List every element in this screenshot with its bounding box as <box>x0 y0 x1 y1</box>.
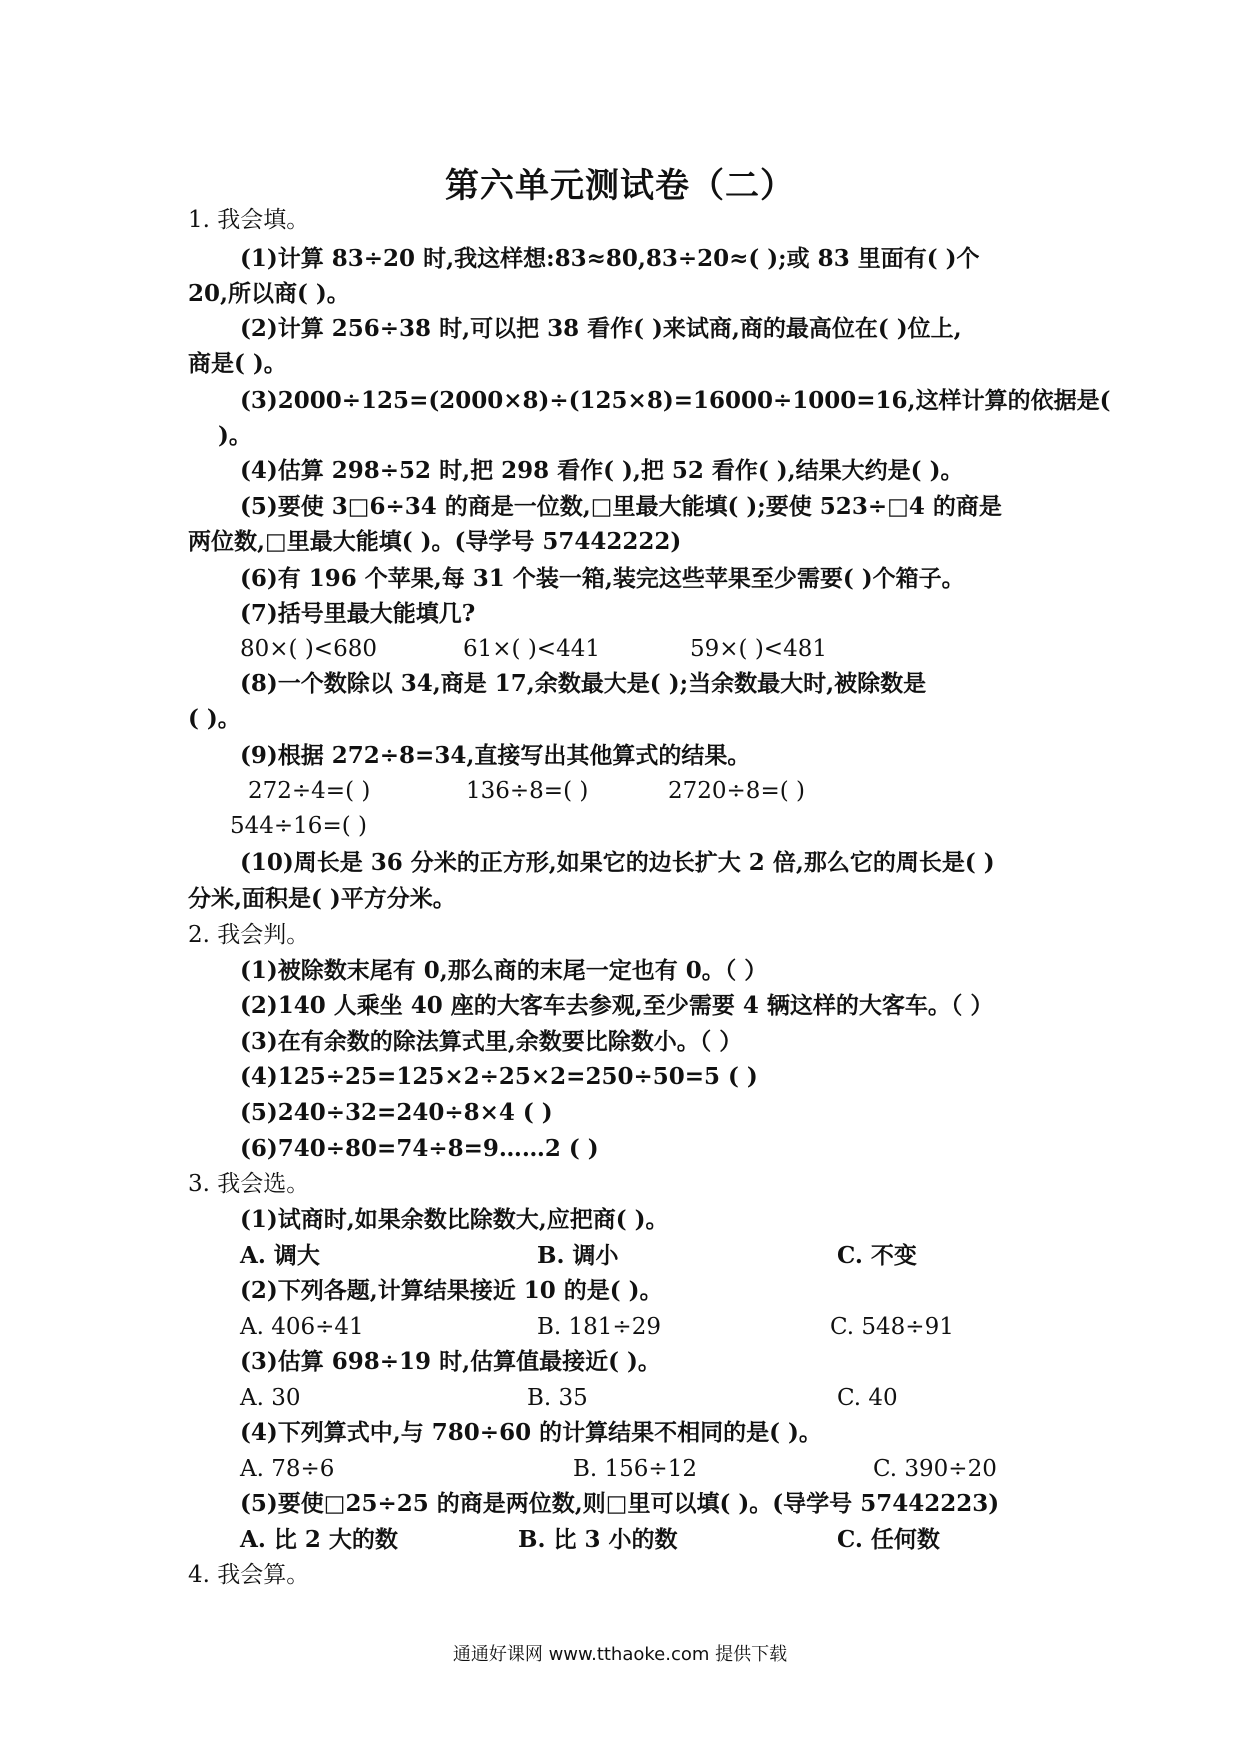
choice-option-a: A. 30 <box>240 1385 301 1411</box>
choice-question: (3)估算 698÷19 时,估算值最接近( )。 <box>240 1348 661 1375</box>
question-line: ( )。 <box>188 705 241 732</box>
question-line: 商是( )。 <box>188 350 287 377</box>
calc-item: 2720÷8=( ) <box>668 778 805 804</box>
question-line: (1)计算 83÷20 时,我这样想:83≈80,83÷20≈( );或 83 里面有( )个 <box>240 245 980 272</box>
choice-option-c: C. 390÷20 <box>873 1456 997 1482</box>
choice-option-a: A. 406÷41 <box>240 1314 364 1340</box>
choice-option-c: C. 不变 <box>837 1242 917 1269</box>
choice-option-c: C. 548÷91 <box>830 1314 954 1340</box>
question-line: )。 <box>218 422 252 449</box>
choice-option-b: B. 调小 <box>537 1242 619 1269</box>
choice-question: (5)要使□25÷25 的商是两位数,则□里可以填( )。(导学号 57442223) <box>240 1490 1000 1517</box>
question-line: (5)要使 3□6÷34 的商是一位数,□里最大能填( );要使 523÷□4 的商是 <box>240 493 1002 520</box>
section-heading-choose: 3. 我会选。 <box>188 1171 310 1197</box>
question-line: (9)根据 272÷8=34,直接写出其他算式的结果。 <box>240 742 751 769</box>
question-line: (10)周长是 36 分米的正方形,如果它的边长扩大 2 倍,那么它的周长是( ) <box>240 849 995 876</box>
judge-item: (6)740÷80=74÷8=9……2 ( ) <box>240 1135 599 1162</box>
section-heading-judge: 2. 我会判。 <box>188 922 310 948</box>
inequality-item: 61×( )<441 <box>463 636 600 662</box>
question-line: (7)括号里最大能填几? <box>240 600 476 627</box>
calc-item: 272÷4=( ) <box>248 778 371 804</box>
choice-option-c: C. 40 <box>837 1385 898 1411</box>
judge-item: (3)在有余数的除法算式里,余数要比除数小。（ ） <box>240 1028 743 1055</box>
section-heading-calc: 4. 我会算。 <box>188 1562 310 1588</box>
question-line: (3)2000÷125=(2000×8)÷(125×8)=16000÷1000=16,这样计算的依据是( <box>240 387 1111 414</box>
choice-option-a: A. 比 2 大的数 <box>240 1526 398 1553</box>
choice-question: (1)试商时,如果余数比除数大,应把商( )。 <box>240 1206 669 1233</box>
inequality-item: 59×( )<481 <box>690 636 827 662</box>
question-line: 分米,面积是( )平方分米。 <box>188 885 456 912</box>
question-line: (8)一个数除以 34,商是 17,余数最大是( );当余数最大时,被除数是 <box>240 670 927 697</box>
question-line: (4)估算 298÷52 时,把 298 看作( ),把 52 看作( ),结果大约是( )。 <box>240 457 964 484</box>
choice-question: (4)下列算式中,与 780÷60 的计算结果不相同的是( )。 <box>240 1419 822 1446</box>
inequality-item: 80×( )<680 <box>240 636 377 662</box>
calc-item: 544÷16=( ) <box>230 813 367 839</box>
choice-option-a: A. 78÷6 <box>240 1456 335 1482</box>
choice-option-a: A. 调大 <box>240 1242 320 1269</box>
judge-item: (4)125÷25=125×2÷25×2=250÷50=5 ( ) <box>240 1063 758 1090</box>
calc-item: 136÷8=( ) <box>466 778 589 804</box>
choice-question: (2)下列各题,计算结果接近 10 的是( )。 <box>240 1277 663 1304</box>
choice-option-b: B. 比 3 小的数 <box>518 1526 678 1553</box>
choice-option-b: B. 181÷29 <box>537 1314 661 1340</box>
question-line: 两位数,□里最大能填( )。(导学号 57442222) <box>188 528 682 555</box>
judge-item: (1)被除数末尾有 0,那么商的末尾一定也有 0。（ ） <box>240 957 768 984</box>
question-line: (2)计算 256÷38 时,可以把 38 看作( )来试商,商的最高位在( )位上, <box>240 315 962 342</box>
footer-source: 通通好课网 www.tthaoke.com 提供下载 <box>452 1644 788 1665</box>
section-heading-fill: 1. 我会填。 <box>188 207 310 233</box>
question-line: (6)有 196 个苹果,每 31 个装一箱,装完这些苹果至少需要( )个箱子。 <box>240 565 965 592</box>
judge-item: (5)240÷32=240÷8×4 ( ) <box>240 1099 553 1126</box>
choice-option-c: C. 任何数 <box>837 1526 940 1553</box>
question-line: 20,所以商( )。 <box>188 280 350 307</box>
choice-option-b: B. 156÷12 <box>573 1456 697 1482</box>
page-title: 第六单元测试卷（二） <box>445 166 795 206</box>
choice-option-b: B. 35 <box>527 1385 588 1411</box>
judge-item: (2)140 人乘坐 40 座的大客车去参观,至少需要 4 辆这样的大客车。（ ） <box>240 992 994 1019</box>
